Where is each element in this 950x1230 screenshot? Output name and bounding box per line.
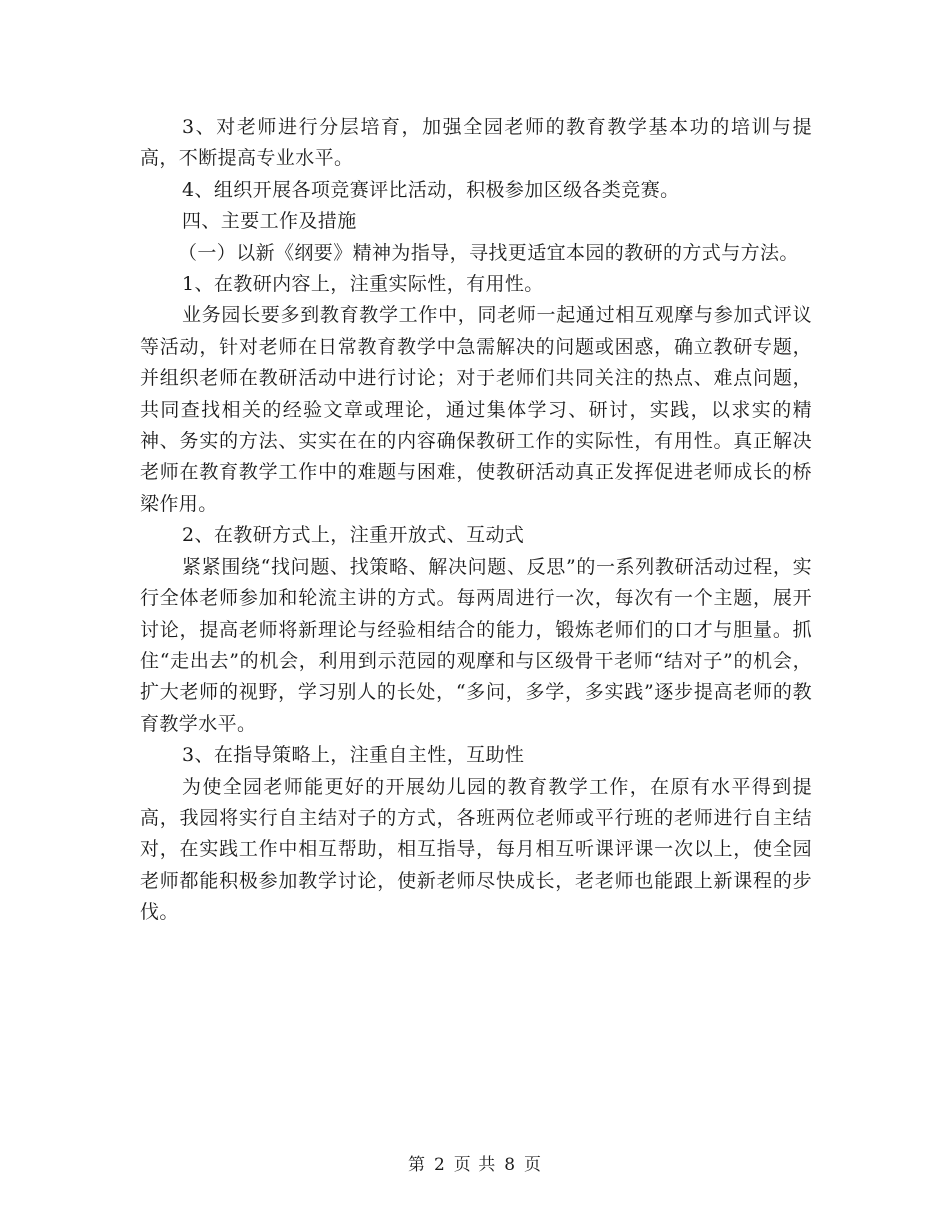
paragraph-competitions: 4、组织开展各项竞赛评比活动，积极参加区级各类竞赛。 xyxy=(182,178,680,201)
paragraph-guidance-strategy: 为使全园老师能更好的开展幼儿园的教育教学工作，在原有水平得到提高，我园将实行自主结对子的方式，各班两位老师或平行班的老师进行自主结对，在实践工作中相互帮助，相互指导，每月相互听课评课一次以上，使全园老师都能积极参加教学讨论，使新老师尽快成长，老老师也能跟上新课程的步伐。 xyxy=(140,775,812,924)
document-body xyxy=(140,112,812,929)
item-heading-research-method: 2、在教研方式上，注重开放式、互动式 xyxy=(182,524,525,547)
current-page-number: 2 xyxy=(433,1155,446,1175)
paragraph-research-content: 业务园长要多到教育教学工作中，同老师一起通过相互观摩与参加式评议等活动，针对老师在日常教育教学中急需解决的问题或困惑，确立教研专题，并组织老师在教研活动中进行讨论；对于老师们共同关注的热点、难点问题，共同查找相关的经验文章或理论，通过集体学习、研讨，实践，以求实的精神、务实的方法、实实在在的内容确保教研工作的实际性，有用性。真正解决老师在教育教学工作中的难题与困难，使教研活动真正发挥促进老师成长的桥梁作用。 xyxy=(140,304,812,515)
item-heading-research-content: 1、在教研内容上，注重实际性，有用性。 xyxy=(182,273,544,296)
total-pages-number: 8 xyxy=(504,1155,517,1175)
section-heading-main-work: 四、主要工作及措施 xyxy=(182,210,357,233)
page-label-suffix: 页 xyxy=(524,1155,543,1175)
subsection-heading-guideline: （一）以新《纲要》精神为指导，寻找更适宜本园的教研的方式与方法。 xyxy=(178,241,799,264)
page-label-prefix: 第 xyxy=(407,1155,426,1175)
page-footer xyxy=(0,1150,950,1175)
paragraph-research-method: 紧紧围绕“找问题、找策略、解决问题、反思”的一系列教研活动过程，实行全体老师参加和轮流主讲的方式。每两周进行一次，每次有一个主题，展开讨论，提高老师将新理论与经验相结合的能力，锻炼老师们的口才与胆量。抓住“走出去”的机会，利用到示范园的观摩和与区级骨干老师“结对子”的机会，扩大老师的视野，学习别人的长处，“多问，多学，多实践”逐步提高老师的教育教学水平。 xyxy=(140,555,812,735)
page-label-mid: 页 共 xyxy=(453,1155,497,1175)
paragraph-teacher-training: 3、对老师进行分层培育，加强全园老师的教育教学基本功的培训与提高，不断提高专业水平。 xyxy=(140,116,812,170)
item-heading-guidance-strategy: 3、在指导策略上，注重自主性，互助性 xyxy=(182,744,525,767)
